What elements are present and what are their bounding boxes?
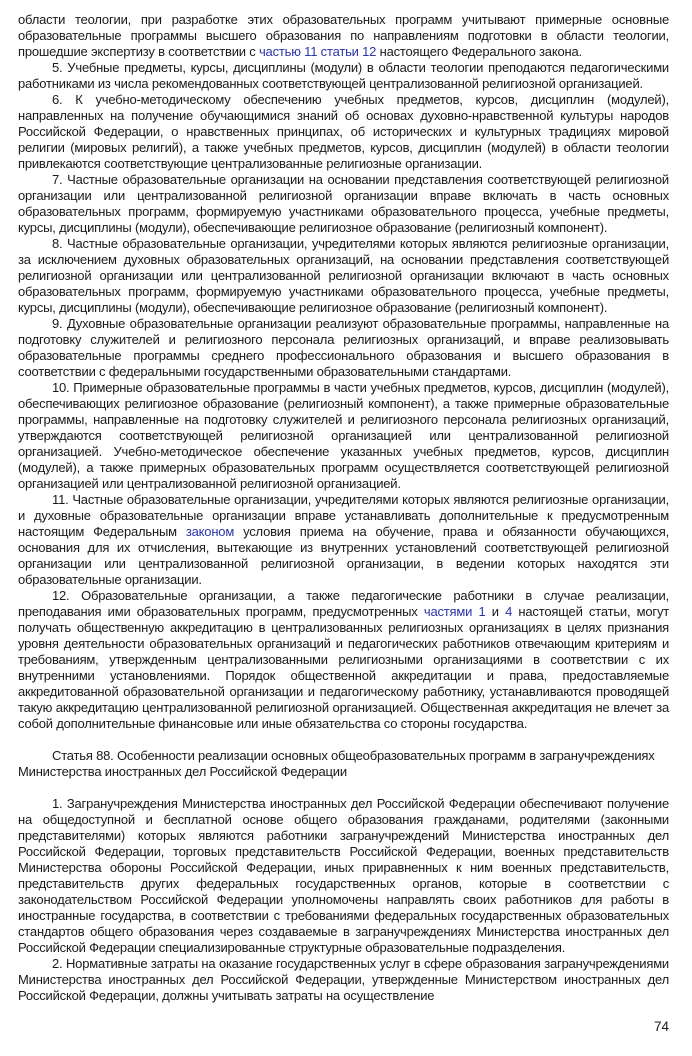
link-law[interactable]: законом — [185, 524, 235, 539]
paragraph-9: 9. Духовные образовательные организации реализуют образовательные программы, направленные на подготовку служителей и религиозного персонала религиозных организаций, и вправе реализовывать образовательные программы среднего профессионального образования и высшего образования в соответствии с федеральными государственными образовательными стандартами. — [18, 316, 669, 379]
article-88-paragraph-1: 1. Загранучреждения Министерства иностранных дел Российской Федерации обеспечивают получение на общедоступной и бесплатной основе общего образования гражданами, родителями (законными представителями) которых являются работники загранучреждений Министерства иностранных дел Российской Федерации, торговых представительств Российской Федерации, военных представительств Министерства обороны Российской Федерации, иных приравненных к ним военных представительств, представительств других федеральных государственных органов, которые в соответствии с законодательством Российской Федерации уполномочены направлять своих работников для работы в иностранные государства, в соответствии с требованиями федеральных государственных образовательных стандартов общего образования через создаваемые в загранучреждениях Министерства иностранных дел Российской Федерации специализированные структурные образовательные подразделения. — [18, 796, 669, 955]
text: и — [485, 604, 506, 619]
text: настоящей статьи, могут получать общественную аккредитацию в централизованных религиозных организациях в целях признания уровня деятельности образовательных организаций и педагогических работников отвечающим критериям и требованиям, утвержденным централизованными религиозными организациями в соответствии с их внутренними установлениями. Порядок общественной аккредитации и права, предоставляемые аккредитованной образовательной организации и педагогическому работнику, устанавливаются проводящей такую аккредитацию централизованной религиозной организацией. Общественная аккредитация не влечет за собой дополнительные финансовые или иные обязательства со стороны государства. — [18, 604, 670, 731]
paragraph-7: 7. Частные образовательные организации на основании представления соответствующей религиозной организации или централизованной религиозной организации вправе включать в часть основных образовательных программ, формируемую участниками образовательного процесса, учебные предметы, курсы, дисциплины (модули), обеспечивающие религиозное образование (религиозный компонент). — [18, 172, 669, 235]
article-88-heading: Статья 88. Особенности реализации основных общеобразовательных программ в загранучреждениях Министерства иностранных дел Российской Федерации — [18, 748, 655, 779]
link-part-11-article-12[interactable]: частью 11 статьи 12 — [258, 44, 377, 59]
paragraph-continuation — [18, 12, 669, 60]
paragraph-10: 10. Примерные образовательные программы в части учебных предметов, курсов, дисциплин (модулей), обеспечивающих религиозное образование (религиозный компонент), а также примерные образовательные программы, направленные на подготовку служителей и религиозного персонала религиозных организаций, утверждаются соответствующей религиозной организацией или централизованной религиозной организацией. Учебно-методическое обеспечение указанных учебных предметов, курсов, дисциплин (модулей), а также примерных образовательных программ осуществляется соответствующей религиозной организацией или централизованной религиозной организацией. — [18, 380, 669, 491]
paragraph-11 — [18, 492, 669, 588]
paragraph-8: 8. Частные образовательные организации, учредителями которых являются религиозные организации, за исключением духовных образовательных организаций, на основании представления соответствующей религиозной организации или централизованной религиозной организации включают в часть основных образовательных программ, формируемую участниками образовательного процесса, учебные предметы, курсы, дисциплины (модули), обеспечивающие религиозное образование (религиозный компонент). — [18, 236, 669, 315]
page-number: 74 — [653, 1019, 669, 1034]
text: 12. Образовательные организации, а также педагогические работники в случае реализации, преподавания ими образовательных программ, предусмотренных — [18, 588, 669, 619]
paragraph-6: 6. К учебно-методическому обеспечению учебных предметов, курсов, дисциплин (модулей), направленных на получение обучающимися знаний об основах духовно-нравственной культуры народов Российской Федерации, о нравственных принципах, об исторических и культурных традициях мировой религии (мировых религий), а также учебных предметов, курсов, дисциплин (модулей) в области теологии привлекаются соответствующие централизованные религиозные организации. — [18, 92, 669, 171]
text: настоящего Федерального закона. — [376, 44, 582, 59]
text: области теологии, при разработке этих образовательных программ учитывают примерные основные образовательные программы высшего образования по направлениям подготовки в области теологии, прошедшие экспертизу в соответствии с — [18, 12, 669, 59]
text: условия приема на обучение, права и обязанности обучающихся, основания для их отчисления, вытекающие из внутренних установлений соответствующей религиозной организации или централизованной религиозной организации, в ведении которых находятся эти образовательные организации. — [18, 524, 669, 587]
text: 11. Частные образовательные организации, учредителями которых являются религиозные организации, и духовные образовательные организации вправе устанавливать дополнительные к предусмотренным настоящим Федеральным — [18, 492, 669, 539]
article-88-paragraph-2: 2. Нормативные затраты на оказание государственных услуг в сфере образования загранучреждениями Министерства иностранных дел Российской Федерации, утвержденные Министерством иностранных дел Российской Федерации, должны учитывать затраты на осуществление — [18, 956, 669, 1003]
paragraph-12 — [18, 588, 669, 732]
document-page — [18, 0, 669, 1004]
link-parts-1[interactable]: частями 1 — [423, 604, 486, 619]
link-part-4[interactable]: 4 — [505, 604, 513, 619]
paragraph-5: 5. Учебные предметы, курсы, дисциплины (модули) в области теологии преподаются педагогическими работниками из числа рекомендованных соответствующей централизованной религиозной организацией. — [18, 60, 669, 91]
